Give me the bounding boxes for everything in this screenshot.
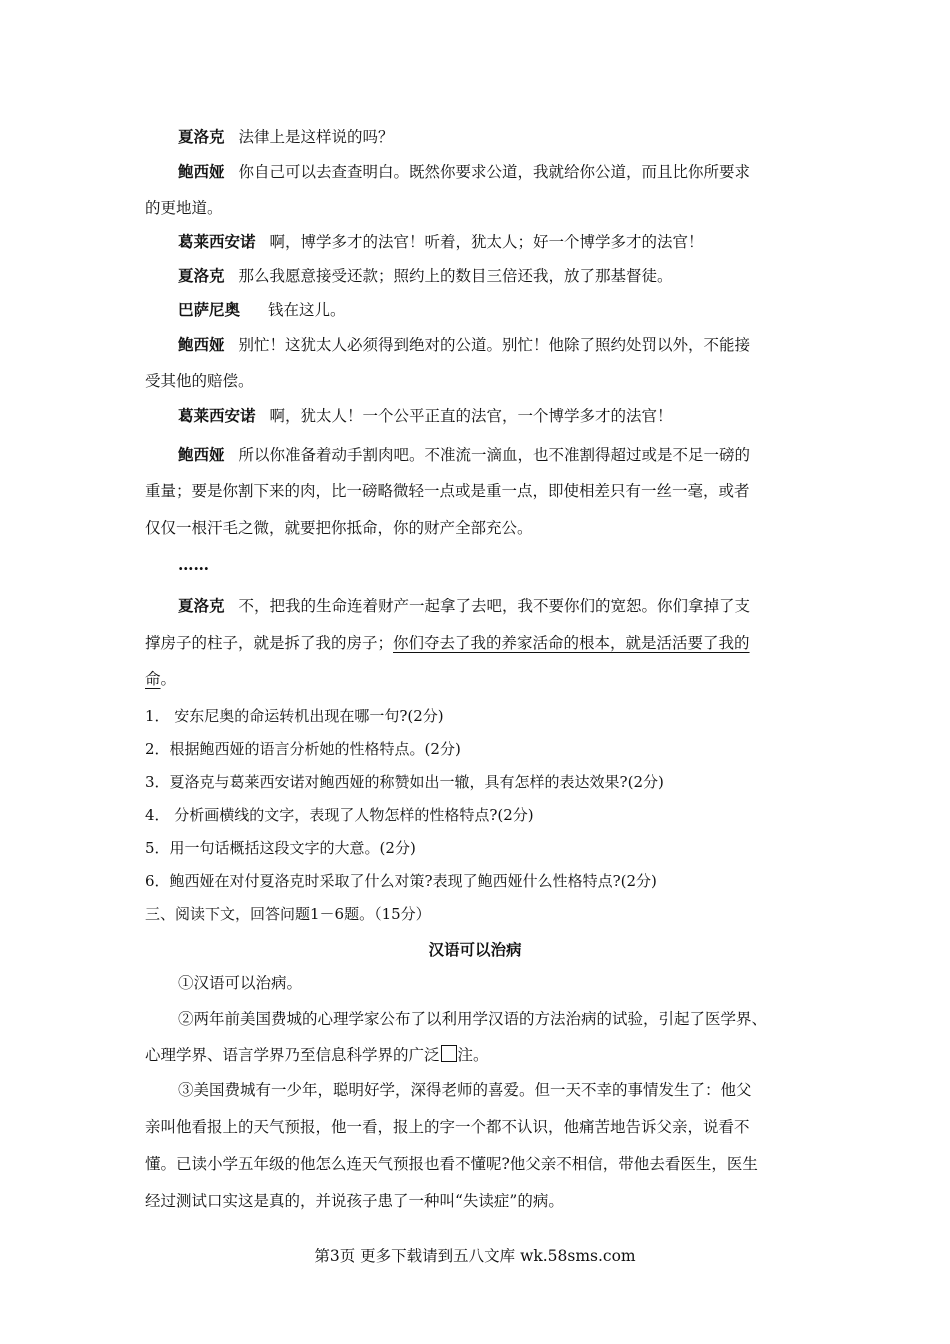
- speaker-name: 葛莱西安诺: [178, 232, 256, 251]
- dialogue-line: [178, 125, 843, 149]
- question-item: 1． 安东尼奥的命运转机出现在哪一句?(2分): [145, 707, 444, 725]
- dialogue-continuation: 重量；要是你割下来的肉，比一磅略微轻一点或是重一点，即使相差只有一丝一毫，或者: [145, 482, 750, 500]
- dialogue-line: [178, 298, 843, 322]
- speaker-name: 夏洛克: [178, 266, 225, 285]
- speaker-name: 鲍西娅: [178, 335, 225, 354]
- dialogue-continuation: 受其他的赔偿。: [145, 372, 254, 390]
- paragraph: ③美国费城有一少年，聪明好学，深得老师的喜爱。但一天不幸的事情发生了：他父: [178, 1081, 752, 1099]
- underlined-text: 你们夺去了我的养家活命的根本，就是活活要了我的: [393, 634, 750, 652]
- question-item: 4． 分析画横线的文字，表现了人物怎样的性格特点?(2分): [145, 806, 534, 824]
- dialogue-line: [178, 333, 843, 357]
- question-item: 5．用一句话概括这段文字的大意。(2分): [145, 839, 416, 857]
- speech-text: 啊，博学多才的法官！听着，犹太人；好一个博学多才的法官！: [269, 233, 704, 251]
- paragraph: ②两年前美国费城的心理学家公布了以利用学汉语的方法治病的试验，引起了医学界、: [178, 1010, 768, 1028]
- question-item: 6．鲍西娅在对付夏洛克时采取了什么对策?表现了鲍西娅什么性格特点?(2分): [145, 872, 657, 890]
- paragraph-continuation: 亲叫他看报上的天气预报，他一看，报上的字一个都不认识，他痛苦地告诉父亲，说看不: [145, 1118, 750, 1136]
- blank-box: [441, 1045, 457, 1062]
- dialogue-line: [178, 264, 843, 288]
- speaker-name: 夏洛克: [178, 127, 225, 146]
- speaker-name: 夏洛克: [178, 596, 225, 615]
- speaker-name: 鲍西娅: [178, 445, 225, 464]
- paragraph-continuation: 懂。已读小学五年级的他怎么连天气预报也看不懂呢?他父亲不相信，带他去看医生，医生: [145, 1155, 758, 1173]
- speech-text: 别忙！这犹太人必须得到绝对的公道。别忙！他除了照约处罚以外，不能接: [238, 336, 751, 354]
- article-title: 汉语可以治病: [428, 940, 522, 959]
- speech-text: 你自己可以去查查明白。既然你要求公道，我就给你公道，而且比你所要求: [238, 163, 751, 181]
- dialogue-continuation: [145, 631, 810, 655]
- paragraph-continuation: [145, 1043, 810, 1067]
- paragraph-continuation: 经过测试口实这是真的，并说孩子患了一种叫“失读症”的病。: [145, 1192, 564, 1210]
- speaker-name: 鲍西娅: [178, 162, 225, 181]
- question-item: 3．夏洛克与葛莱西安诺对鲍西娅的称赞如出一辙，具有怎样的表达效果?(2分): [145, 773, 664, 791]
- page-footer: 第3页 更多下载请到五八文库 wk.58sms.com: [314, 1247, 636, 1265]
- speech-text: 啊，犹太人！一个公平正直的法官，一个博学多才的法官！: [269, 407, 673, 425]
- speech-text: 法律上是这样说的吗？: [238, 128, 394, 146]
- dialogue-continuation: 仅仅一根汗毛之微，就要把你抵命，你的财产全部充公。: [145, 519, 533, 537]
- speech-text: 撑房子的柱子，就是拆了我的房子；: [145, 634, 394, 652]
- dialogue-line: [178, 443, 843, 467]
- speech-text: 所以你准备着动手割肉吧。不准流一滴血，也不准割得超过或是不足一磅的: [238, 446, 751, 464]
- speech-text: 不，把我的生命连着财产一起拿了去吧，我不要你们的宽恕。你们拿掉了支: [238, 597, 751, 615]
- ellipsis: ……: [178, 555, 209, 574]
- dialogue-continuation: 的更地道。: [145, 199, 223, 217]
- speech-text: 钱在这儿。: [268, 301, 346, 319]
- paragraph-text: 注。: [457, 1046, 489, 1064]
- speech-text: 。: [160, 670, 177, 688]
- dialogue-line: [178, 230, 843, 254]
- paragraph: ①汉语可以治病。: [178, 974, 303, 992]
- dialogue-line: [178, 594, 843, 618]
- dialogue-continuation: [145, 667, 810, 691]
- dialogue-line: [178, 160, 843, 184]
- question-item: 2．根据鲍西娅的语言分析她的性格特点。(2分): [145, 740, 461, 758]
- speaker-name: 葛莱西安诺: [178, 406, 256, 425]
- paragraph-text: 心理学界、语言学界乃至信息科学界的广泛: [145, 1046, 440, 1064]
- dialogue-line: [178, 404, 843, 428]
- speech-text: 那么我愿意接受还款；照约上的数目三倍还我，放了那基督徒。: [238, 267, 673, 285]
- underlined-text: 命: [145, 670, 161, 688]
- section-heading: 三、阅读下文，回答问题1－6题。（15分）: [145, 905, 431, 923]
- speaker-name: 巴萨尼奥: [178, 300, 241, 319]
